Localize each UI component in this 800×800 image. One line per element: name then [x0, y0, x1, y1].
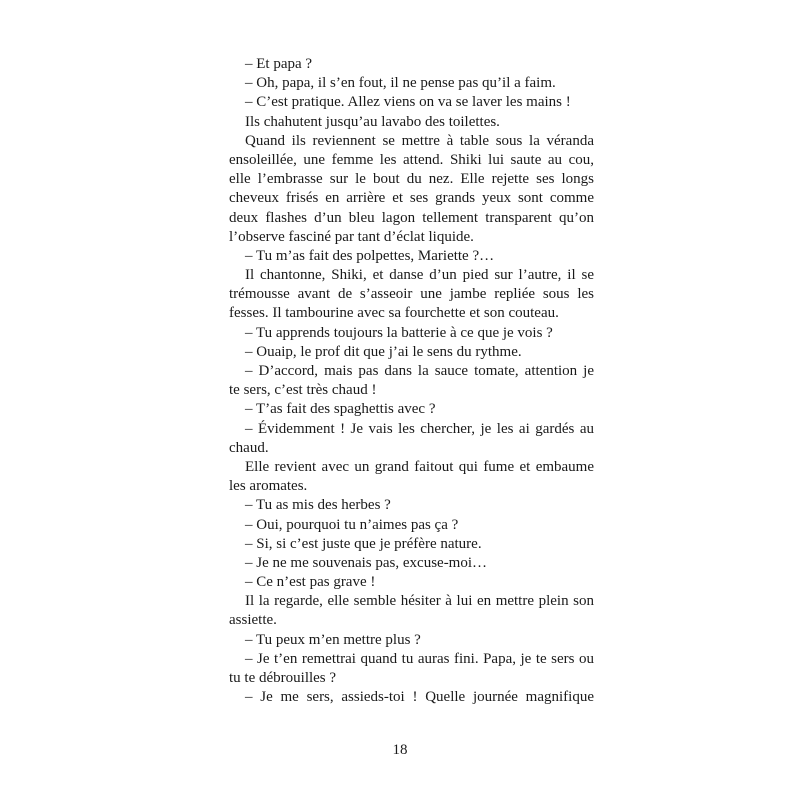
text-line: – Tu as mis des herbes ?: [245, 497, 391, 514]
text-line: – Tu apprends toujours la batterie à ce que je vois ?: [245, 324, 553, 341]
text-line: – Je ne me souvenais pas, excuse-moi…: [245, 554, 488, 571]
text-line: tu te débrouilles ?: [229, 670, 337, 686]
text-line: – Tu peux m’en mettre plus ?: [245, 631, 421, 648]
text-line: – Je t’en remettrai quand tu auras fini. Papa, je te sers ou: [245, 650, 594, 667]
text-line: elle l’embrasse sur le bout du nez. Elle rejette ses longs: [229, 171, 594, 188]
text-line: – Oh, papa, il s’en fout, il ne pense pas qu’il a faim.: [245, 75, 556, 92]
text-line: cheveux frisés en arrière et ses grands yeux sont comme: [229, 190, 594, 207]
text-line: – D’accord, mais pas dans la sauce tomate, attention je: [245, 363, 594, 379]
text-line: deux flashes d’un bleu lagon tellement transparent qu’on: [229, 209, 594, 226]
text-line: – Tu m’as fait des polpettes, Mariette ?…: [245, 247, 495, 264]
text-line: – T’as fait des spaghettis avec ?: [245, 401, 436, 418]
text-line: les aromates.: [229, 478, 308, 495]
text-line: l’observe fasciné par tant d’éclat liquide.: [229, 228, 474, 245]
text-line: Quand ils reviennent se mettre à table sous la véranda: [245, 132, 594, 149]
text-line: Ils chahutent jusqu’au lavabo des toilettes.: [245, 113, 500, 130]
page-number: 18: [392, 742, 408, 758]
text-line: fesses. Il tambourine avec sa fourchette et son couteau.: [229, 305, 559, 322]
text-line: te sers, c’est très chaud !: [229, 382, 377, 399]
text-line: Elle revient avec un grand faitout qui fume et embaume: [245, 458, 594, 475]
text-line: Il la regarde, elle semble hésiter à lui en mettre plein son: [245, 593, 594, 610]
text-line: – Si, si c’est juste que je préfère nature.: [245, 535, 482, 552]
text-line: – Et papa ?: [245, 56, 313, 72]
text-line: – Ce n’est pas grave !: [245, 574, 376, 591]
text-line: ensoleillée, une femme les attend. Shiki lui saute au cou,: [229, 151, 594, 168]
text-line: Il chantonne, Shiki, et danse d’un pied sur l’autre, il se: [245, 267, 594, 284]
text-line: chaud.: [229, 439, 269, 456]
text-line: – Évidemment ! Je vais les chercher, je les ai gardés au: [245, 420, 594, 437]
text-line: assiette.: [229, 612, 277, 629]
text-line: – C’est pratique. Allez viens on va se laver les mains !: [245, 94, 571, 111]
text-line: – Je me sers, assieds-toi ! Quelle journée magnifique: [245, 689, 594, 706]
text-line: – Ouaip, le prof dit que j’ai le sens du rythme.: [245, 343, 522, 360]
body-text: [229, 55, 594, 707]
text-line: – Oui, pourquoi tu n’aimes pas ça ?: [245, 516, 459, 533]
text-line: trémousse avant de s’asseoir une jambe repliée sous les: [229, 286, 594, 303]
